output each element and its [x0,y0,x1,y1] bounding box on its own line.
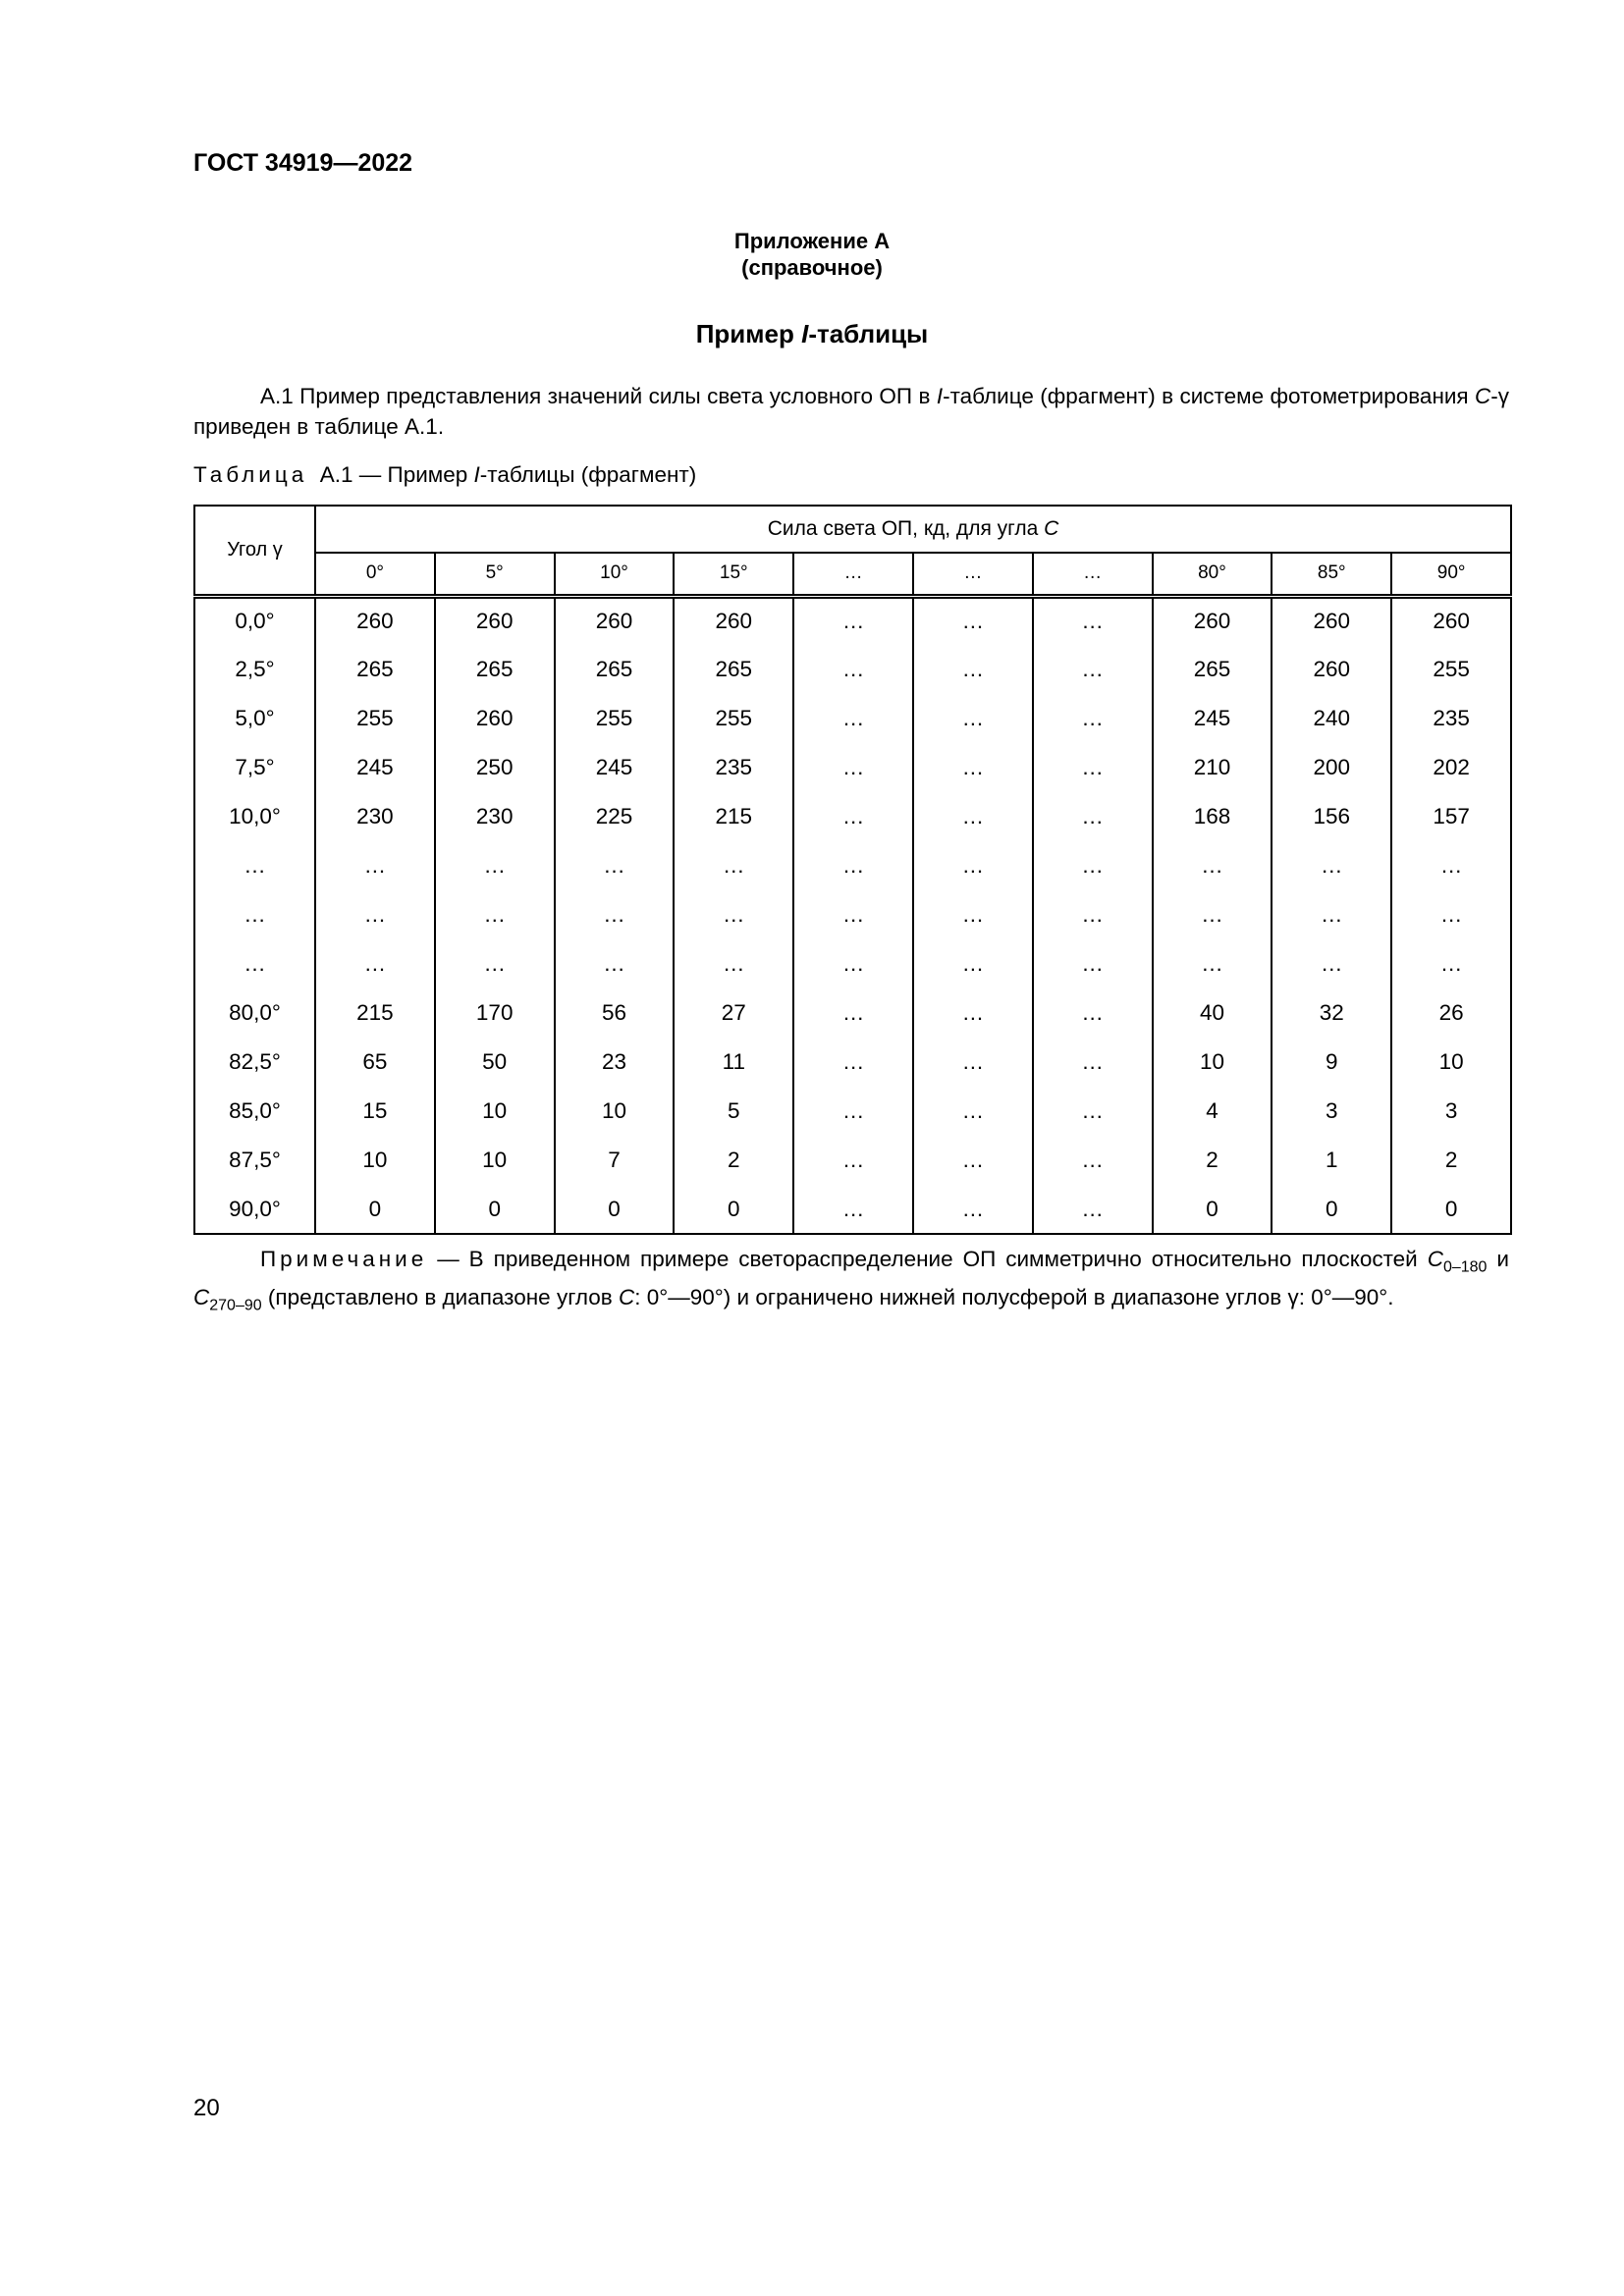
intensity-cell: 32 [1272,988,1391,1038]
note-c1: C [1427,1247,1443,1271]
intensity-cell: 56 [555,988,675,1038]
intensity-cell: … [793,1038,913,1087]
intensity-cell: 2 [674,1136,793,1185]
caption-label: Таблица [193,462,308,487]
intensity-cell: 0 [674,1185,793,1234]
angle-cell: 82,5° [194,1038,315,1087]
column-header: 15° [674,553,793,596]
intensity-cell: … [1272,841,1391,890]
caption-rest-italic: I [473,462,480,487]
intensity-cell: 260 [1153,596,1272,645]
appendix-heading [0,228,1624,281]
intensity-cell: 260 [435,596,555,645]
intensity-cell: … [1033,596,1153,645]
intensity-cell: … [793,1185,913,1234]
intensity-cell: … [793,743,913,792]
intensity-cell: … [1272,890,1391,939]
intensity-cell: … [913,988,1033,1038]
intensity-cell: … [1391,890,1511,939]
intensity-cell: … [674,890,793,939]
column-header: 85° [1272,553,1391,596]
intensity-cell: … [674,939,793,988]
intensity-cell: 255 [555,694,675,743]
intensity-cell: … [1033,645,1153,694]
intensity-cell: … [315,939,435,988]
angle-cell: 10,0° [194,792,315,841]
intensity-cell: 40 [1153,988,1272,1038]
appendix-title: Приложение А [733,229,891,253]
intensity-cell: 0 [435,1185,555,1234]
table-row [194,645,1511,694]
intensity-cell: 215 [315,988,435,1038]
intensity-cell: … [793,792,913,841]
angle-cell: 80,0° [194,988,315,1038]
column-header: 80° [1153,553,1272,596]
intensity-cell: 260 [315,596,435,645]
intensity-cell: … [1033,1136,1153,1185]
note-text-4: : 0°—90°) и ограничено нижней полусферой в диапазоне углов γ: 0°—90°. [634,1284,1394,1309]
intensity-cell: … [793,890,913,939]
intensity-cell: 170 [435,988,555,1038]
intensity-cell: 0 [1391,1185,1511,1234]
intensity-cell: 245 [555,743,675,792]
column-header: 0° [315,553,435,596]
intensity-cell: 245 [1153,694,1272,743]
intensity-cell: 260 [674,596,793,645]
intensity-cell: 240 [1272,694,1391,743]
angle-cell: 7,5° [194,743,315,792]
intensity-cell: 255 [1391,645,1511,694]
angle-cell: 87,5° [194,1136,315,1185]
intro-italic-2: C [1475,384,1491,408]
intensity-cell: … [1153,890,1272,939]
intensity-cell: … [793,939,913,988]
span-header-text: Сила света ОП, кд, для угла [767,517,1045,540]
intensity-cell: 255 [315,694,435,743]
angle-cell: 5,0° [194,694,315,743]
intro-italic-1: I [936,384,944,408]
intensity-cell: … [913,1136,1033,1185]
intensity-cell: 9 [1272,1038,1391,1087]
intensity-cell: … [913,841,1033,890]
intensity-cell: … [555,939,675,988]
intensity-cell: 2 [1391,1136,1511,1185]
intensity-cell: … [913,792,1033,841]
intensity-cell: … [1033,1185,1153,1234]
intensity-cell: 10 [435,1087,555,1136]
intensity-cell: … [1033,988,1153,1038]
intensity-cell: 65 [315,1038,435,1087]
intensity-cell: 157 [1391,792,1511,841]
intensity-cell: 0 [1153,1185,1272,1234]
intensity-cell: … [1391,841,1511,890]
intensity-cell: … [913,1087,1033,1136]
intensity-cell: 10 [315,1136,435,1185]
angle-gamma-header: Угол γ [194,506,315,596]
intensity-cell: … [793,988,913,1038]
intensity-span-header [315,506,1511,553]
intensity-cell: … [435,939,555,988]
intro-part-1: А.1 Пример представления значений силы света условного ОП в [260,384,937,408]
table-row [194,988,1511,1038]
intensity-cell: 260 [1391,596,1511,645]
span-header-italic: C [1044,517,1059,540]
table-row [194,890,1511,939]
intensity-cell: … [555,890,675,939]
intensity-cell: 260 [1272,596,1391,645]
angle-cell: 0,0° [194,596,315,645]
intensity-cell: 245 [315,743,435,792]
angle-cell: … [194,841,315,890]
table-row [194,1087,1511,1136]
note-c2-sub: 270–90 [209,1297,262,1313]
intensity-cell: 11 [674,1038,793,1087]
intensity-cell: … [1391,939,1511,988]
intensity-cell: 260 [1272,645,1391,694]
intensity-cell: 230 [435,792,555,841]
intensity-cell: … [913,596,1033,645]
intensity-cell: 0 [1272,1185,1391,1234]
intensity-cell: 260 [555,596,675,645]
intensity-cell: 3 [1272,1087,1391,1136]
intensity-cell: … [435,841,555,890]
note-c3: C [619,1284,635,1309]
intensity-cell: … [793,841,913,890]
intensity-cell: … [1033,743,1153,792]
intensity-cell: … [435,890,555,939]
intensity-cell: … [1153,841,1272,890]
intensity-cell: … [674,841,793,890]
intensity-cell: … [793,1087,913,1136]
intensity-cell: … [555,841,675,890]
intensity-cell: 5 [674,1087,793,1136]
note-c2: C [193,1284,210,1309]
intensity-cell: 2 [1153,1136,1272,1185]
angle-cell: … [194,890,315,939]
intensity-cell: 10 [1391,1038,1511,1087]
intensity-cell: … [913,743,1033,792]
table-row [194,1136,1511,1185]
intensity-cell: … [1033,939,1153,988]
intensity-cell: 265 [435,645,555,694]
intensity-cell: … [913,1038,1033,1087]
intensity-cell: 265 [555,645,675,694]
intensity-cell: 200 [1272,743,1391,792]
table-row [194,939,1511,988]
intensity-cell: 10 [1153,1038,1272,1087]
intro-paragraph [193,381,1509,442]
section-title-pre: Пример [695,319,802,348]
intensity-cell: 27 [674,988,793,1038]
section-title [0,319,1624,349]
intensity-cell: 168 [1153,792,1272,841]
intensity-cell: 265 [674,645,793,694]
intensity-cell: 230 [315,792,435,841]
intensity-cell: 0 [555,1185,675,1234]
intensity-cell: … [793,596,913,645]
intensity-cell: … [1033,1038,1153,1087]
intensity-cell: … [1033,1087,1153,1136]
table-caption [193,462,696,488]
intensity-cell: 156 [1272,792,1391,841]
appendix-subtitle: (справочное) [741,255,883,280]
intensity-table [193,505,1512,1235]
note-label: Примечание [260,1247,428,1271]
table-note [193,1245,1509,1320]
intensity-cell: 4 [1153,1087,1272,1136]
table-row [194,841,1511,890]
table-row [194,694,1511,743]
intensity-cell: 265 [1153,645,1272,694]
intensity-cell: … [793,645,913,694]
column-header: 90° [1391,553,1511,596]
table-row [194,596,1511,645]
intensity-cell: … [913,694,1033,743]
table-row [194,743,1511,792]
column-header: … [913,553,1033,596]
column-header: 10° [555,553,675,596]
column-header: … [1033,553,1153,596]
intensity-cell: 10 [555,1087,675,1136]
angle-cell: … [194,939,315,988]
intensity-cell: … [315,841,435,890]
note-text-1: — В приведенном примере светораспределение ОП симметрично относительно плоскостей [427,1247,1428,1271]
intensity-cell: … [1033,841,1153,890]
intensity-cell: … [913,890,1033,939]
section-title-post: -таблицы [808,319,929,348]
table-row [194,792,1511,841]
intensity-cell: 265 [315,645,435,694]
column-header: … [793,553,913,596]
section-title-italic: I [801,319,809,348]
intensity-cell: 250 [435,743,555,792]
intensity-cell: … [1272,939,1391,988]
caption-rest-post: -таблицы (фрагмент) [479,462,697,487]
intensity-cell: 23 [555,1038,675,1087]
table-row [194,1038,1511,1087]
intensity-cell: 50 [435,1038,555,1087]
intensity-cell: … [1033,890,1153,939]
intensity-cell: … [1033,792,1153,841]
column-header: 5° [435,553,555,596]
intensity-cell: … [1153,939,1272,988]
intensity-cell: 260 [435,694,555,743]
caption-rest-pre: А.1 — Пример [319,462,474,487]
intensity-cell: … [793,694,913,743]
intensity-cell: 255 [674,694,793,743]
intensity-cell: 3 [1391,1087,1511,1136]
intensity-cell: 1 [1272,1136,1391,1185]
intensity-cell: 235 [1391,694,1511,743]
note-text-3: (представлено в диапазоне углов [261,1284,620,1309]
table-row [194,1185,1511,1234]
intro-part-3: -γ приведен в таблице А.1. [193,384,1510,439]
intensity-cell: 0 [315,1185,435,1234]
intensity-cell: … [913,645,1033,694]
intensity-cell: … [913,939,1033,988]
intensity-cell: 26 [1391,988,1511,1038]
intensity-cell: 202 [1391,743,1511,792]
intensity-cell: 15 [315,1087,435,1136]
intensity-cell: 10 [435,1136,555,1185]
angle-cell: 90,0° [194,1185,315,1234]
note-text-2: и [1487,1247,1509,1271]
document-header: ГОСТ 34919—2022 [193,149,413,177]
intensity-cell: 215 [674,792,793,841]
intensity-cell: 235 [674,743,793,792]
intensity-cell: … [793,1136,913,1185]
angle-cell: 2,5° [194,645,315,694]
intensity-cell: … [1033,694,1153,743]
note-c1-sub: 0–180 [1442,1258,1488,1276]
intensity-cell: … [913,1185,1033,1234]
intensity-cell: 7 [555,1136,675,1185]
page-number: 20 [193,2095,220,2121]
intensity-cell: 210 [1153,743,1272,792]
angle-cell: 85,0° [194,1087,315,1136]
intensity-cell: … [315,890,435,939]
intensity-cell: 225 [555,792,675,841]
intro-part-2: -таблице (фрагмент) в системе фотометрирования [943,384,1476,408]
